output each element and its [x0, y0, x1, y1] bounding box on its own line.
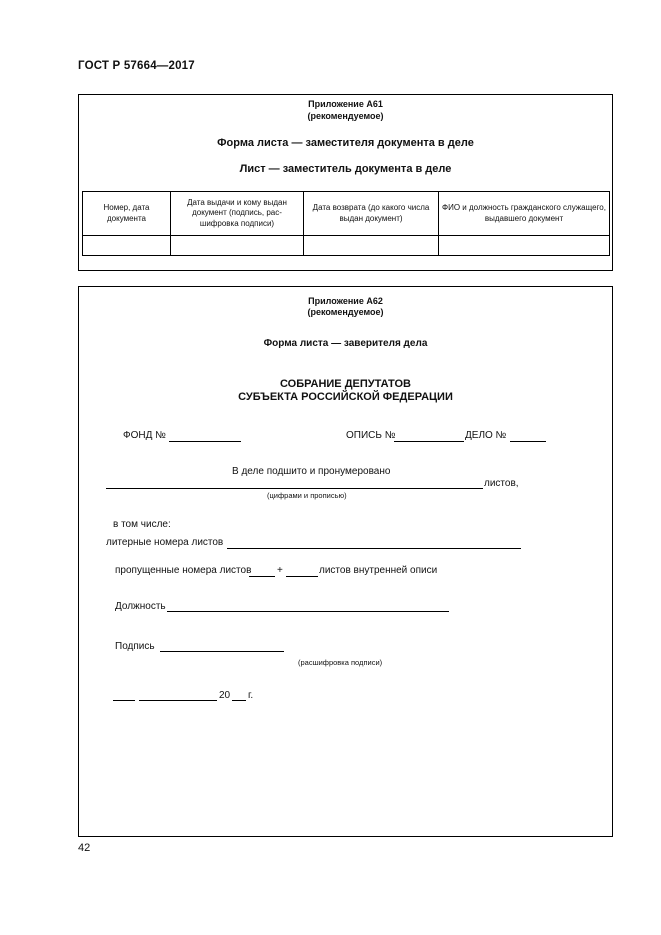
appendix-a62-title: Приложение А62	[308, 296, 383, 306]
fond-label: ФОНД №	[123, 430, 166, 441]
document-standard-header: ГОСТ Р 57664—2017	[78, 60, 195, 72]
page-number: 42	[78, 842, 91, 854]
appendix-a62-form-name: Форма листа — заверителя дела	[263, 338, 428, 349]
appendix-a61-status: (рекомендуемое)	[307, 111, 384, 121]
appendix-a62-frame	[78, 286, 613, 837]
appendix-a61-form-name: Форма листа — заместителя документа в деле	[217, 137, 474, 149]
date-day-field[interactable]	[113, 700, 135, 701]
including-label: в том числе:	[113, 519, 171, 530]
column-header: ФИО и должность гражданского служащего, выдавшего документ	[439, 192, 610, 236]
letter-numbers-label: литерные номера листов	[106, 537, 224, 548]
appendix-a61-frame	[78, 94, 613, 271]
opis-label: ОПИСЬ №	[346, 430, 396, 441]
signature-field[interactable]	[160, 651, 284, 652]
numbers-hint: (цифрами и прописью)	[267, 491, 347, 500]
table-cell	[304, 236, 439, 256]
position-label: Должность	[115, 601, 166, 612]
skipped-numbers-field[interactable]	[249, 576, 275, 577]
appendix-a62-status: (рекомендуемое)	[307, 307, 384, 317]
skipped-numbers-label: пропущенные номера листов	[115, 565, 252, 576]
sheets-suffix: листов,	[484, 478, 519, 489]
column-header: Дата возврата (до какого числа выдан документ)	[304, 192, 439, 236]
fond-number-field[interactable]	[169, 441, 241, 442]
appendix-a61-sheet-title: Лист — заместитель документа в деле	[239, 163, 452, 175]
position-field[interactable]	[167, 611, 449, 612]
date-year-field[interactable]	[232, 700, 246, 701]
date-month-field[interactable]	[139, 700, 217, 701]
letter-numbers-field[interactable]	[227, 548, 521, 549]
delo-label: ДЕЛО №	[465, 430, 507, 441]
date-year-suffix: г.	[248, 690, 254, 701]
internal-inventory-label: листов внутренней описи	[319, 565, 438, 576]
column-header: Номер, дата документа	[83, 192, 171, 236]
signature-label: Подпись	[115, 641, 155, 652]
appendix-a61-title: Приложение А61	[308, 99, 383, 109]
signature-hint: (расшифровка подписи)	[298, 658, 383, 667]
internal-inventory-field[interactable]	[286, 576, 318, 577]
organization-line-1: СОБРАНИЕ ДЕПУТАТОВ	[280, 378, 411, 390]
table-row	[83, 236, 610, 256]
sheets-count-field[interactable]	[106, 488, 483, 489]
table-header-row	[83, 192, 610, 236]
column-header: Дата выдачи и кому выдан документ (подпись, рас-шифровка подписи)	[171, 192, 304, 236]
opis-number-field[interactable]	[394, 441, 464, 442]
organization-line-2: СУБЪЕКТА РОССИЙСКОЙ ФЕДЕРАЦИИ	[238, 391, 453, 403]
delo-number-field[interactable]	[510, 441, 546, 442]
table-cell	[171, 236, 304, 256]
filed-text: В деле подшито и пронумеровано	[232, 466, 391, 477]
document-register-table	[82, 191, 610, 256]
table-cell	[439, 236, 610, 256]
plus-sign: +	[277, 565, 283, 576]
table-cell	[83, 236, 171, 256]
date-year-prefix: 20	[219, 690, 231, 701]
